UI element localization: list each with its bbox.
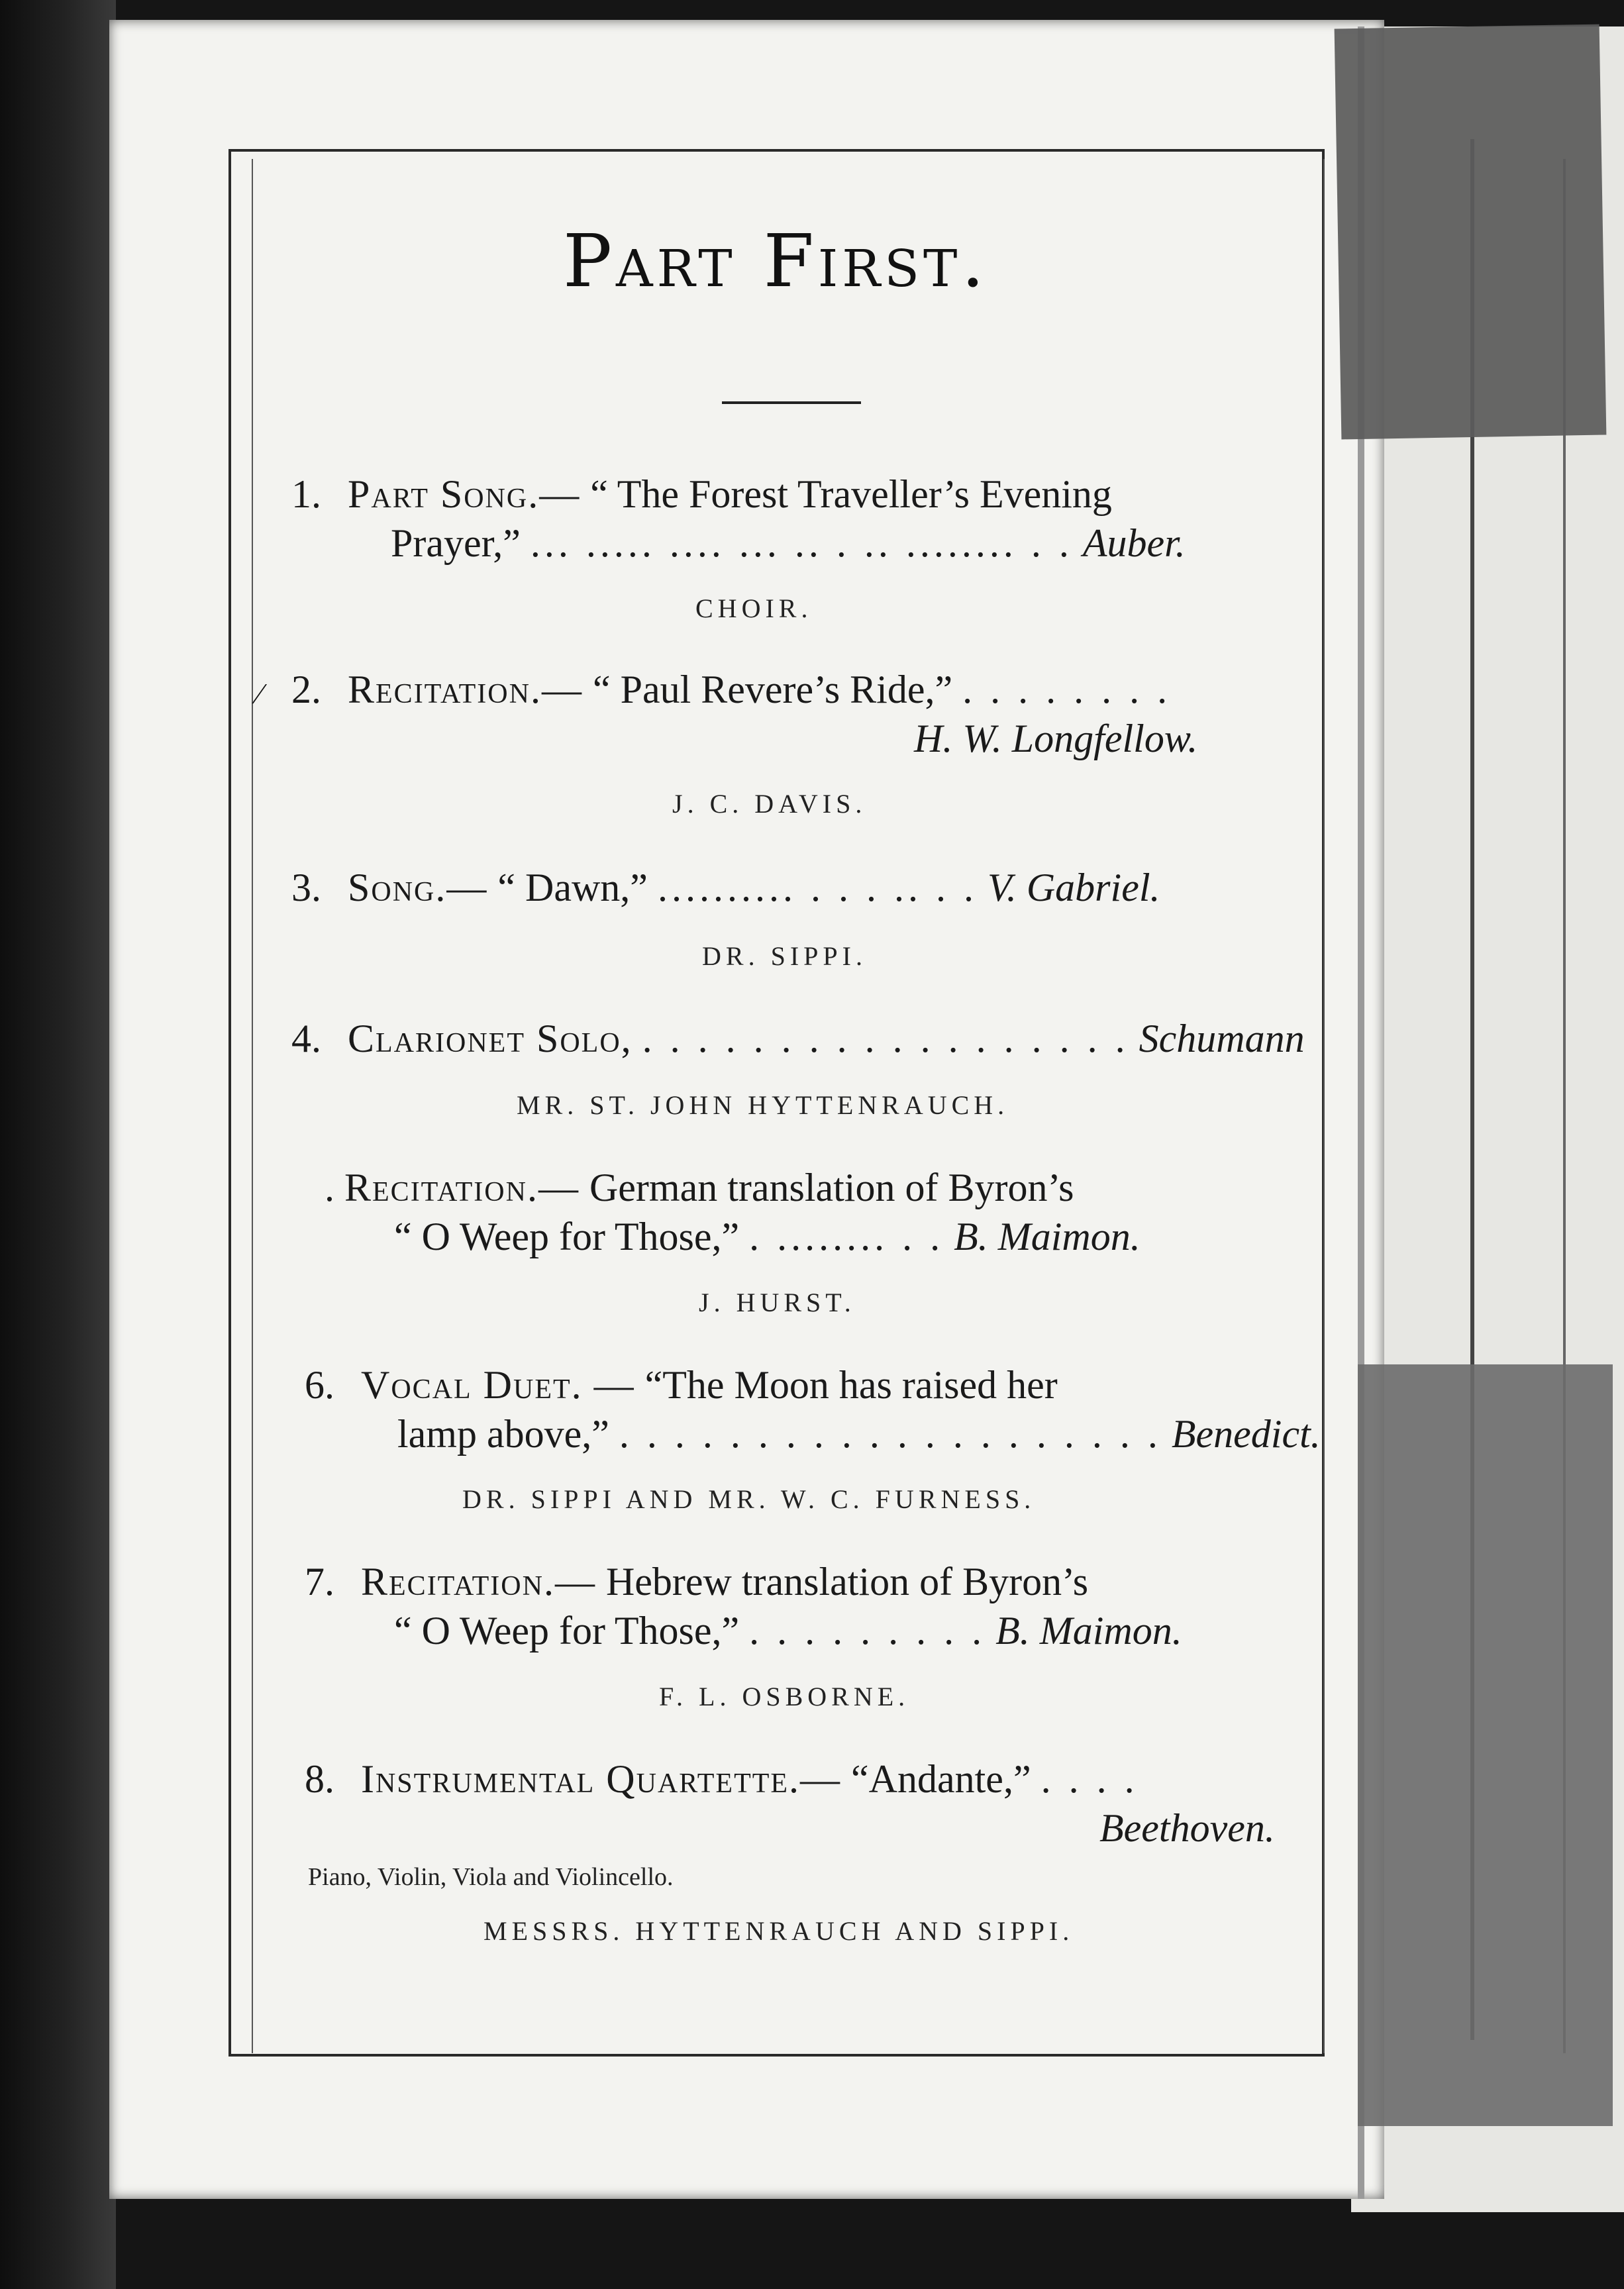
item-number: 6. — [305, 1363, 334, 1407]
item-composer: B. Maimon. — [995, 1609, 1182, 1653]
program-item-6-line2 — [397, 1409, 1321, 1459]
item-composer: Schumann — [1139, 1017, 1305, 1060]
item-composer: Auber. — [1082, 521, 1186, 565]
leader-dots: . . . . . . . . . — [749, 1609, 986, 1653]
performer: MESSRS. HYTTENRAUCH AND SIPPI. — [483, 1916, 1074, 1946]
tape-patch-top — [1335, 25, 1607, 440]
item-type: Vocal Duet. — — [361, 1363, 635, 1407]
item-title-cont: “ O Weep for Those,” — [394, 1609, 740, 1653]
instrumentation-note: Piano, Violin, Viola and Violincello. — [308, 1863, 674, 1891]
item-number: 4. — [291, 1017, 321, 1060]
program-item-5-line2 — [394, 1211, 1141, 1262]
leader-dots: ... ..... .... ... .. . .. ........ . . — [530, 521, 1073, 565]
program-item-3 — [291, 862, 1160, 913]
item-type: Instrumental Quartette.— — [361, 1757, 842, 1801]
performer: MR. ST. JOHN HYTTENRAUCH. — [517, 1090, 1009, 1120]
item-composer: H. W. Longfellow. — [914, 717, 1198, 760]
item-number: . — [325, 1166, 334, 1209]
item-type: Recitation.— — [348, 668, 583, 711]
leader-dots: . . . . . . . . — [962, 668, 1172, 711]
item-type: Recitation.— — [344, 1166, 580, 1209]
program-item-5 — [325, 1162, 1074, 1213]
item-type: Clarionet Solo, — [348, 1017, 633, 1060]
program-item-6 — [305, 1360, 1058, 1410]
tape-patch-bottom — [1358, 1364, 1613, 2126]
pencil-mark: ⁄ — [257, 678, 262, 710]
item-title-cont: “ O Weep for Those,” — [394, 1215, 740, 1258]
program-item-4 — [291, 1013, 1305, 1064]
item-title: “ The Forest Traveller’s Evening — [590, 472, 1112, 516]
item-number: 8. — [305, 1757, 334, 1801]
item-title: “The Moon has raised her — [644, 1363, 1058, 1407]
title-rule — [722, 401, 861, 404]
item-number: 1. — [291, 472, 321, 516]
leader-dots: . . . . . . . . . . . . . . . . . . — [642, 1017, 1129, 1060]
leader-dots: . . . . — [1040, 1757, 1139, 1801]
item-type: Part Song.— — [348, 472, 581, 516]
performer: J. C. DAVIS. — [672, 789, 867, 819]
item-title: German translation of Byron’s — [589, 1166, 1074, 1209]
item-title-cont: lamp above,” — [397, 1412, 609, 1456]
item-composer: Beethoven. — [1099, 1806, 1275, 1850]
performer: CHOIR. — [695, 593, 813, 623]
leader-dots: .......... . . . .. . . — [657, 866, 978, 909]
program-item-2 — [291, 664, 1171, 715]
scan-background-left — [0, 0, 116, 2289]
leader-dots: . . . . . . . . . . . . . . . . . . . . — [619, 1412, 1162, 1456]
performer: F. L. OSBORNE. — [659, 1682, 910, 1711]
item-type: Recitation.— — [361, 1560, 596, 1603]
item-title-cont: Prayer,” — [391, 521, 521, 565]
performer: J. HURST. — [699, 1288, 856, 1317]
program-item-1 — [291, 469, 1112, 519]
program-item-1-line2 — [391, 518, 1186, 568]
item-number: 7. — [305, 1560, 334, 1603]
item-composer: V. Gabriel. — [987, 866, 1160, 909]
program-item-7 — [305, 1556, 1088, 1607]
item-number: 2. — [291, 668, 321, 711]
item-number: 3. — [291, 866, 321, 909]
performer: DR. SIPPI. — [702, 941, 867, 971]
item-composer: B. Maimon. — [954, 1215, 1141, 1258]
program-item-8 — [305, 1754, 1139, 1804]
item-title: “ Dawn,” — [497, 866, 648, 909]
performer: DR. SIPPI AND MR. W. C. FURNESS. — [462, 1484, 1036, 1514]
leader-dots: . ........ . . — [749, 1215, 944, 1258]
item-type: Song.— — [348, 866, 488, 909]
item-title: “Andante,” — [851, 1757, 1031, 1801]
program-item-7-line2 — [394, 1605, 1182, 1656]
item-composer: Benedict. — [1171, 1412, 1321, 1456]
item-title: Hebrew translation of Byron’s — [605, 1560, 1089, 1603]
page-title: Part First. — [563, 219, 989, 303]
item-title: “ Paul Revere’s Ride,” — [592, 668, 953, 711]
